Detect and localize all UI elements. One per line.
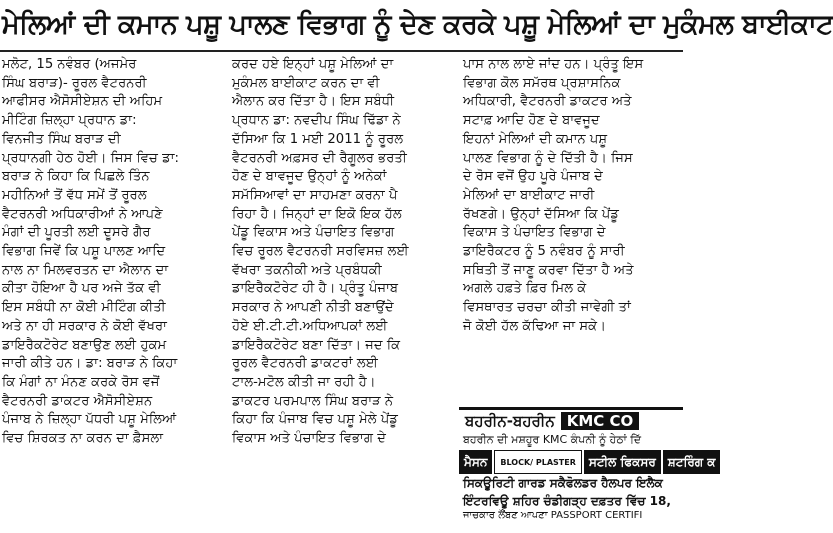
- article-line: ਪਾਲਣ ਵਿਭਾਗ ਨੂੰ ਦੇ ਦਿੱਤੀ ਹੈ। ਜਿਸ: [463, 150, 633, 166]
- article-line: ਕੀਤਾ ਹੋਇਆ ਹੈ ਪਰ ਅਜੇ ਤੱਕ ਵੀ: [2, 281, 161, 297]
- article-line: ਐਲਾਨ ਕਰ ਦਿੱਤਾ ਹੈ। ਇਸ ਸਬੰਧੀ: [232, 94, 395, 110]
- article-line: ਅਤੇ ਨਾ ਹੀ ਸਰਕਾਰ ਨੇ ਕੋਈ ਵੱਖਰਾ: [2, 318, 167, 334]
- ad-title: ਬਹਰੀਨ-ਬਹਰੀਨ: [465, 412, 555, 430]
- article-line: ਕਿਹਾ ਕਿ ਪੰਜਾਬ ਵਿਚ ਪਸ਼ੂ ਮੇਲੇ ਪੇਂਡੂ: [232, 412, 398, 428]
- article-line: ਸਟਾਫ਼ ਆਦਿ ਹੋਣ ਦੇ ਬਾਵਜੂਦ: [463, 113, 600, 129]
- article-line: ਡਾਇਰੈਕਟੋਰੇਟ ਹੀ ਹੈ। ਪ੍ਰੰਤੂ ਪੰਜਾਬ: [232, 281, 399, 297]
- article-line: ਸਮੱਸਿਆਵਾਂ ਦਾ ਸਾਹਮਣਾ ਕਰਨਾ ਪੈ: [232, 187, 398, 203]
- article-line: ਵੈਟਰਨਰੀ ਡਾਕਟਰ ਐਸੋਸੀਏਸ਼ਨ: [2, 393, 153, 409]
- ad-job-line: ਸਿਕਊਰਿਟੀ ਗਾਰਡ ਸਕੈਫੋਲਡਰ ਹੈਲਪਰ ਇਲੈਕ: [463, 476, 663, 490]
- article-line: ਇਹਨਾਂ ਮੇਲਿਆਂ ਦੀ ਕਮਾਨ ਪਸ਼ੂ: [463, 131, 608, 147]
- article-line: ਪੇਂਡੂ ਵਿਕਾਸ ਅਤੇ ਪੰਚਾਇਤ ਵਿਭਾਗ: [232, 225, 395, 241]
- ad-subtitle: ਬਹਰੀਨ ਦੀ ਮਸ਼ਹੂਰ KMC ਕੰਪਨੀ ਨੂੰ ਹੇਠਾਂ ਦਿੱ: [463, 433, 642, 446]
- article-line: ਡਾਇਰੈਕਟੋਰੇਟ ਬਣਾਉਣ ਲਈ ਹੁਕਮ: [2, 337, 167, 353]
- article-line: ਮੇਲਿਆਂ ਦਾ ਬਾਈਕਾਟ ਜਾਰੀ: [463, 187, 595, 203]
- article-line: ਵਿਨਜੀਤ ਸਿੰਘ ਬਰਾੜ ਦੀ: [2, 131, 121, 147]
- article-line: ਜੋ ਕੋਈ ਹੱਲ ਕੱਢਿਆ ਜਾ ਸਕੇ।: [463, 318, 607, 334]
- article-line: ਵਿਸਥਾਰਤ ਚਰਚਾ ਕੀਤੀ ਜਾਵੇਗੀ ਤਾਂ: [463, 300, 631, 316]
- ad-job-cell: BLOCK/ PLASTER: [494, 450, 581, 474]
- headline: ਮੇਲਿਆਂ ਦੀ ਕਮਾਨ ਪਸ਼ੂ ਪਾਲਣ ਵਿਭਾਗ ਨੂੰ ਦੇਣ ਕਰਕੇ ਪਸ਼ੂ ਮੇਲਿਆਂ ਦਾ ਮੁਕੰਮਲ ਬਾਈਕਾਟ: [2, 9, 833, 40]
- ad-job-cell: ਸ਼ਟਰਿੰਗ ਕ: [663, 450, 721, 474]
- article-line: ਮੁਕੰਮਲ ਬਾਈਕਾਟ ਕਰਨ ਦਾ ਵੀ: [232, 75, 380, 91]
- article-line: ਟਾਲ-ਮਟੋਲ ਕੀਤੀ ਜਾ ਰਹੀ ਹੈ।: [232, 374, 376, 390]
- article-line: ਆਫੀਸਰ ਐਸੋਸੀਏਸ਼ਨ ਦੀ ਅਹਿਮ: [2, 94, 163, 110]
- ad-job-row: [459, 450, 716, 474]
- article-line: ਵੈਟਰਨਰੀ ਅਫ਼ਸਰ ਦੀ ਰੈਗੂਲਰ ਭਰਤੀ: [232, 150, 407, 166]
- article-line: ਡਾਇਰੈਕਟੋਰੇਟ ਬਣਾ ਦਿੱਤਾ। ਜਦ ਕਿ: [232, 337, 401, 353]
- ad-brand: KMC CO: [561, 412, 640, 430]
- article-line: ਅਧਿਕਾਰੀ, ਵੈਟਰਨਰੀ ਡਾਕਟਰ ਅਤੇ: [463, 94, 632, 110]
- article-line: ਵਿਕਾਸ ਤੇ ਪੰਚਾਇਤ ਵਿਭਾਗ ਦੇ: [463, 225, 606, 241]
- ad-footer: ਜਾਚਕਾਰ ਲੌਂਬਣ ਆਪਣਾ PASSPORT CERTIFI: [463, 510, 643, 521]
- article-column-2: [232, 56, 456, 530]
- article-line: ਸਥਿਤੀ ਤੋਂ ਜਾਣੂ ਕਰਵਾ ਦਿੱਤਾ ਹੈ ਅਤੇ: [463, 262, 634, 278]
- article-line: ਹੋਣ ਦੇ ਬਾਵਜੂਦ ਉਨ੍ਹਾਂ ਨੂੰ ਅਨੇਕਾਂ: [232, 169, 387, 185]
- article-line: ਹੋਏ ਈ.ਟੀ.ਟੀ.ਅਧਿਆਪਕਾਂ ਲਈ: [232, 318, 388, 334]
- article-line: ਵਿਭਾਗ ਜਿਵੇਂ ਕਿ ਪਸ਼ੂ ਪਾਲਣ ਆਦਿ: [2, 244, 166, 260]
- article-line: ਵੱਖਰਾ ਤਕਨੀਕੀ ਅਤੇ ਪ੍ਰਬੰਧਕੀ: [232, 262, 382, 278]
- article-line: ਮਲੋਟ, 15 ਨਵੰਬਰ (ਅਜਮੇਰ: [2, 57, 137, 72]
- article-line: ਕਰਦ ਹਏ ਇਨ੍ਹਾਂ ਪਸ਼ੂ ਮੇਲਿਆਂ ਦਾ: [232, 57, 394, 72]
- ad-job-cell: ਸਟੀਲ ਫਿਕਸਰ: [584, 450, 661, 474]
- article-line: ਦੇ ਰੋਸ ਵਜੋਂ ਉਹ ਪੂਰੇ ਪੰਜਾਬ ਦੇ: [463, 169, 603, 185]
- article-line: ਸਰਕਾਰ ਨੇ ਆਪਣੀ ਨੀਤੀ ਬਣਾਉਂਦੇ: [232, 300, 394, 316]
- article-line: ਪੰਜਾਬ ਨੇ ਜ਼ਿਲ੍ਹਾ ਪੱਧਰੀ ਪਸ਼ੂ ਮੇਲਿਆਂ: [2, 412, 177, 428]
- article-line: ਸਿੰਘ ਬਰਾੜ)- ਰੂਰਲ ਵੈਟਰਨਰੀ: [2, 75, 147, 91]
- article-line: ਰਿਹਾ ਹੈ। ਜਿਨ੍ਹਾਂ ਦਾ ਇਕੋ ਇਕ ਹੱਲ: [232, 206, 402, 222]
- classified-ad: [459, 407, 716, 533]
- article-column-1: [2, 56, 224, 530]
- article-line: ਪਾਸ ਨਾਲ ਲਾਏ ਜਾਂਦ ਹਨ। ਪ੍ਰੰਤੂ ਇਸ: [463, 57, 644, 72]
- article-line: ਵਿਚ ਰੂਰਲ ਵੈਟਰਨਰੀ ਸਰਵਿਸਜ਼ ਲਈ: [232, 244, 409, 260]
- article-line: ਜਾਰੀ ਕੀਤੇ ਹਨ। ਡਾ: ਬਰਾੜ ਨੇ ਕਿਹਾ: [2, 356, 178, 372]
- article-line: ਰੂਰਲ ਵੈਟਰਨਰੀ ਡਾਕਟਰਾਂ ਲਈ: [232, 356, 378, 372]
- article-line: ਵੈਟਰਨਰੀ ਅਧਿਕਾਰੀਆਂ ਨੇ ਆਪਣੇ: [2, 206, 163, 222]
- article-line: ਮੰਗਾਂ ਦੀ ਪੂਰਤੀ ਲਈ ਦੂਸਰੇ ਗੈਰ: [2, 225, 151, 241]
- article-line: ਵਿਕਾਸ ਅਤੇ ਪੰਚਾਇਤ ਵਿਭਾਗ ਦੇ: [232, 431, 386, 447]
- ad-interview-line: ਇੰਟਰਵਿਊ ਸ਼ਹਿਰ ਚੰਡੀਗੜ੍ਹ ਦਫ਼ਤਰ ਵਿੱਚ 18,: [463, 494, 671, 508]
- article-line: ਵਿਭਾਗ ਕੋਲ ਸਮੱਰਥ ਪ੍ਰਸ਼ਾਸਨਿਕ: [463, 75, 621, 91]
- article-line: ਰੱਖਣਗੇ। ਉਨ੍ਹਾਂ ਦੱਸਿਆ ਕਿ ਪੇਂਡੂ: [463, 206, 619, 222]
- article-line: ਇਸ ਸਬੰਧੀ ਨਾ ਕੋਈ ਮੀਟਿੰਗ ਕੀਤੀ: [2, 300, 166, 316]
- article-column-3: [463, 56, 683, 402]
- article-line: ਮੀਟਿੰਗ ਜ਼ਿਲ੍ਹਾ ਪ੍ਰਧਾਨ ਡਾ:: [2, 113, 137, 129]
- article-line: ਨਾਲ ਨਾ ਮਿਲਵਰਤਨ ਦਾ ਐਲਾਨ ਦਾ: [2, 262, 169, 278]
- article-line: ਦੱਸਿਆ ਕਿ 1 ਮਈ 2011 ਨੂੰ ਰੂਰਲ: [232, 131, 404, 147]
- article-line: ਡਾਇਰੈਕਟਰ ਨੂੰ 5 ਨਵੰਬਰ ਨੂੰ ਸਾਰੀ: [463, 244, 625, 260]
- ad-header: [459, 410, 683, 432]
- article-line: ਕਿ ਮੰਗਾਂ ਨਾ ਮੰਨਣ ਕਰਕੇ ਰੋਸ ਵਜੋਂ: [2, 374, 160, 390]
- article-line: ਪ੍ਰਧਾਨਗੀ ਹੇਠ ਹੋਈ। ਜਿਸ ਵਿਚ ਡਾ:: [2, 150, 179, 166]
- article-line: ਡਾਕਟਰ ਪਰਮਪਾਲ ਸਿੰਘ ਬਰਾੜ ਨੇ: [232, 393, 394, 409]
- article-line: ਅਗਲੇ ਹਫ਼ਤੇ ਫ਼ਿਰ ਮਿਲ ਕੇ: [463, 281, 587, 297]
- article-line: ਮਹੀਨਿਆਂ ਤੋਂ ਵੱਧ ਸਮੇਂ ਤੋਂ ਰੂਰਲ: [2, 187, 147, 203]
- article-line: ਵਿਚ ਸ਼ਿਰਕਤ ਨਾ ਕਰਨ ਦਾ ਫ਼ੈਸਲਾ: [2, 431, 164, 447]
- headline-rule: [0, 50, 683, 52]
- ad-job-cell: ਮੈਸਨ: [459, 450, 492, 474]
- article-line: ਬਰਾੜ ਨੇ ਕਿਹਾ ਕਿ ਪਿਛਲੇ ਤਿੰਨ: [2, 169, 150, 185]
- article-line: ਪ੍ਰਧਾਨ ਡਾ: ਨਵਦੀਪ ਸਿੰਘ ਢਿੱਡਾ ਨੇ: [232, 113, 401, 129]
